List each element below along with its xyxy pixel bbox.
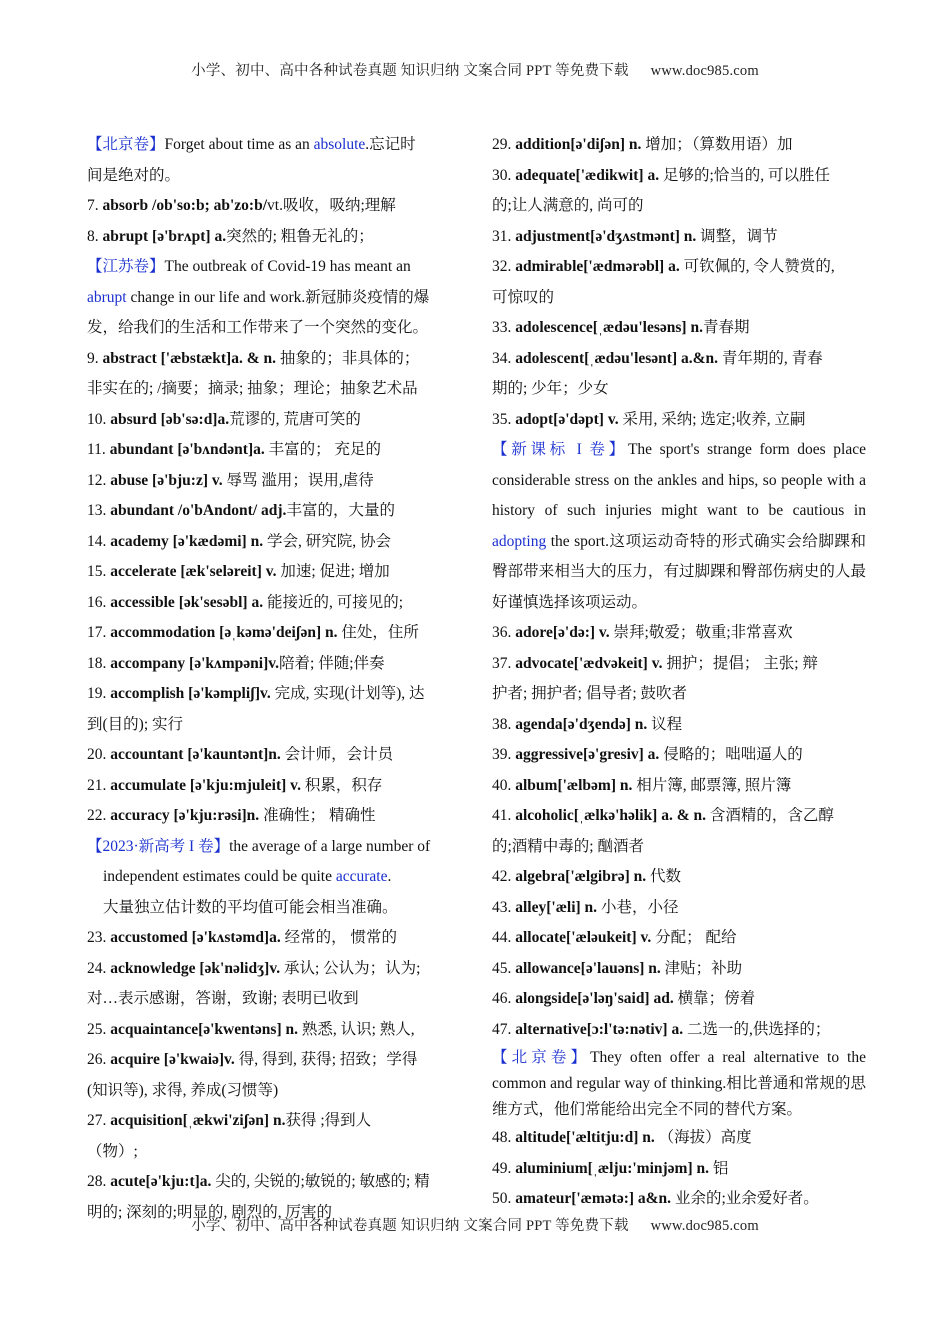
- entry-definition: 小巷，小径: [597, 898, 679, 916]
- entry-word: abundant [ə'bʌndənt]a.: [109, 441, 265, 458]
- entry-definition: 丰富的； 充足的: [264, 441, 381, 458]
- entry-definition: 会计师，会计员: [280, 746, 394, 763]
- entry-definition: 经常的， 惯常的: [280, 929, 397, 946]
- vocab-entry: [87, 1106, 461, 1167]
- vocab-entry: [87, 679, 461, 740]
- entry-definition-cont: （物）;: [87, 1142, 138, 1160]
- entry-definition: 熟悉, 认识; 熟人,: [297, 1020, 415, 1038]
- entry-number: 48.: [492, 1129, 516, 1146]
- entry-word: advocate['ædvəkeit] v.: [515, 654, 663, 672]
- header-text: 小学、初中、高中各种试卷真题 知识归纳 文案合同 PPT 等免费下载: [191, 63, 629, 79]
- entry-definition: 尖的, 尖锐的;敏锐的; 敏感的; 精: [211, 1173, 430, 1190]
- entry-definition: 铝: [709, 1159, 729, 1177]
- example-2023: [87, 832, 461, 924]
- source-tag: 【江苏卷】: [87, 258, 165, 275]
- entry-definition: 拥护；提倡； 主张; 辩: [662, 654, 818, 672]
- entry-word: adolescent[ˌædəu'lesənt] a.&n.: [515, 349, 719, 367]
- vocab-entry: [492, 923, 866, 954]
- entry-number: 38.: [492, 715, 516, 733]
- entry-word: algebra['ælgibrə] n.: [515, 868, 647, 885]
- highlight-word: accurate: [335, 868, 388, 885]
- entry-word: accountant [ə'kauntənt]n.: [110, 746, 281, 763]
- entry-word: absurd [əb'sə:d]a.: [110, 410, 230, 428]
- entry-number: 12.: [87, 471, 111, 489]
- entry-definition: 突然的; 粗鲁无礼的；: [226, 227, 374, 245]
- entry-definition-cont: 期的; 少年；少女: [492, 380, 609, 397]
- entry-definition: 采用, 采纳; 选定;收养, 立嗣: [618, 410, 806, 428]
- entry-definition: 分配； 配给: [651, 929, 737, 946]
- entry-word: accompany [ə'kʌmpəni]v.: [110, 654, 280, 672]
- vocab-entry: [87, 344, 461, 405]
- entry-number: 29.: [492, 136, 516, 153]
- vocab-entry: [87, 588, 461, 619]
- vocab-entry: [492, 130, 866, 161]
- entry-number: 33.: [492, 319, 516, 336]
- entry-word: accuracy [ə'kju:rəsi]n.: [110, 807, 260, 824]
- source-tag: 【北京卷】: [87, 136, 165, 153]
- entry-word: allowance[ə'lauəns] n.: [515, 959, 661, 977]
- example-text: The sport's strange form does place considerable stress on the ankles and hips, so people with a history of such injuries might want to be cautious in: [492, 441, 866, 519]
- entry-definition: 准确性； 精确性: [259, 807, 376, 824]
- highlight-word: absolute: [313, 136, 366, 153]
- entry-number: 10.: [87, 410, 111, 428]
- vocab-entry: [87, 771, 461, 802]
- vocab-entry: [492, 1154, 866, 1185]
- entry-number: 9.: [87, 349, 103, 367]
- vocab-entry: [492, 893, 866, 924]
- entry-definition: 承认; 公认为；认为;: [280, 959, 421, 977]
- entry-definition-cont: 护者; 拥护者; 倡导者; 鼓吹者: [492, 685, 688, 702]
- example-beijing-1: [87, 130, 461, 191]
- entry-word: album['ælbəm] n.: [515, 776, 633, 794]
- highlight-word: adopting: [492, 532, 547, 550]
- right-column: [492, 130, 866, 1215]
- entry-number: 21.: [87, 776, 111, 794]
- entry-definition: vt.吸收，吸纳;理解: [267, 197, 396, 214]
- entry-word: abstract ['æbstækt]a. & n.: [102, 349, 277, 367]
- vocab-entry: [492, 740, 866, 771]
- entry-definition: 积累，积存: [300, 776, 383, 794]
- entry-number: 23.: [87, 929, 111, 946]
- entry-word: alternative[ɔ:l'tə:nətiv] a.: [515, 1020, 684, 1038]
- example-text: the average of a large number of: [229, 837, 431, 855]
- vocab-entry: [87, 1045, 461, 1106]
- example-xinkebiao: [492, 435, 866, 618]
- vocab-entry: [492, 618, 866, 649]
- entry-number: 46.: [492, 990, 516, 1007]
- vocab-entry: [492, 954, 866, 985]
- entry-word: acute[ə'kju:t]a.: [110, 1173, 212, 1190]
- entry-definition: 抽象的；非具体的；: [276, 349, 420, 367]
- entry-definition: 二选一的,供选择的；: [683, 1020, 831, 1038]
- entry-definition-cont: 可惊叹的: [492, 288, 555, 306]
- entry-number: 8.: [87, 227, 103, 245]
- entry-word: addition[ə'diʃən] n.: [515, 136, 642, 153]
- example-text: The outbreak of Covid-19 has meant an: [164, 258, 411, 275]
- page-footer: [0, 1214, 950, 1235]
- vocab-entry: [492, 222, 866, 253]
- entry-number: 17.: [87, 624, 111, 641]
- entry-number: 49.: [492, 1159, 516, 1177]
- entry-word: acknowledge [ək'nəlidʒ]v.: [110, 959, 281, 977]
- vocab-entry: [492, 252, 866, 313]
- entry-definition: 荒谬的, 荒唐可笑的: [229, 410, 361, 428]
- example-translation: 大量独立估计数的平均值可能会相当准确。: [103, 898, 398, 916]
- vocab-entry: [87, 801, 461, 832]
- entry-number: 25.: [87, 1020, 111, 1038]
- example-text: Forget about time as an: [164, 136, 314, 153]
- vocab-entry: [492, 344, 866, 405]
- vocab-entry: [87, 496, 461, 527]
- entry-number: 37.: [492, 654, 516, 672]
- entry-word: abuse [ə'bju:z] v.: [110, 471, 223, 489]
- entry-word: acquaintance[ə'kwentəns] n.: [110, 1020, 298, 1038]
- footer-text: 小学、初中、高中各种试卷真题 知识归纳 文案合同 PPT 等免费下载: [191, 1218, 629, 1234]
- entry-word: accelerate [æk'seləreit] v.: [110, 563, 277, 580]
- entry-definition-cont: 明的; 深刻的;明显的, 剧烈的, 厉害的: [87, 1203, 332, 1221]
- entry-number: 19.: [87, 685, 111, 702]
- example-beijing-2: [492, 1045, 866, 1123]
- vocab-entry: [492, 771, 866, 802]
- entry-number: 42.: [492, 868, 516, 885]
- entry-number: 36.: [492, 624, 516, 641]
- vocab-entry: [492, 405, 866, 436]
- vocab-entry: [87, 466, 461, 497]
- vocab-entry: [492, 710, 866, 741]
- entry-number: 35.: [492, 410, 516, 428]
- source-tag: 【新课标 I 卷】: [492, 441, 628, 458]
- entry-definition: 丰富的，大量的: [286, 502, 395, 519]
- entry-word: acquire [ə'kwaiə]v.: [110, 1051, 235, 1068]
- entry-definition: 青春期: [702, 319, 750, 336]
- header-site: www.doc985.com: [650, 63, 759, 79]
- vocab-entry: [492, 1184, 866, 1215]
- entry-definition: 青年期的, 青春: [718, 349, 823, 367]
- entry-definition-cont: 的;酒精中毒的; 酗酒者: [492, 837, 644, 855]
- entry-word: abundant /o'bAndont/ adj.: [110, 502, 287, 519]
- entry-definition: 代数: [646, 868, 682, 885]
- vocab-entry: [87, 557, 461, 588]
- example-translation: 发，给我们的生活和工作带来了一个突然的变化。: [87, 319, 429, 336]
- vocab-entry: [87, 740, 461, 771]
- example-text: independent estimates could be quite: [103, 868, 336, 885]
- vocab-entry: [87, 1015, 461, 1046]
- entry-word: accessible [ək'sesəbl] a.: [110, 593, 264, 611]
- example-text: .: [387, 868, 392, 885]
- entry-definition: 横靠；傍着: [673, 990, 756, 1007]
- left-column: [87, 130, 461, 1228]
- example-text: They often offer a real alternative to the common and regular way of thinking.相比普通和常规的思维方式，他们常能给出完全不同的替代方案。: [492, 1049, 866, 1118]
- highlight-word: abrupt: [87, 288, 127, 306]
- entry-word: accommodation [əˌkəmə'deiʃən] n.: [110, 624, 338, 641]
- entry-definition: 可钦佩的, 令人赞赏的,: [679, 258, 835, 275]
- entry-word: abrupt [ə'brʌpt] a.: [102, 227, 227, 245]
- entry-word: amateur['æmətə:] a&n.: [515, 1190, 672, 1207]
- vocab-entry: [492, 801, 866, 862]
- entry-definition: 能接近的, 可接见的;: [263, 593, 404, 611]
- example-translation: 间是绝对的。: [87, 166, 181, 184]
- entry-definition: 津贴；补助: [660, 959, 743, 977]
- entry-definition: 业余的;业余爱好者。: [671, 1190, 819, 1207]
- entry-number: 41.: [492, 807, 516, 824]
- entry-word: absorb /ob'so:b; ab'zo:b/: [102, 197, 268, 214]
- entry-number: 45.: [492, 959, 516, 977]
- entry-number: 24.: [87, 959, 111, 977]
- entry-number: 43.: [492, 898, 516, 916]
- entry-number: 32.: [492, 258, 516, 275]
- vocab-entry: [87, 649, 461, 680]
- vocab-entry: [492, 1123, 866, 1154]
- entry-number: 7.: [87, 197, 103, 214]
- entry-definition: 学会, 研究院, 协会: [263, 532, 391, 550]
- vocab-entry: [492, 313, 866, 344]
- entry-number: 26.: [87, 1051, 111, 1068]
- vocab-entry: [87, 527, 461, 558]
- entry-number: 27.: [87, 1112, 111, 1129]
- entry-word: adore[ə'də:] v.: [515, 624, 610, 641]
- entry-definition: 含酒精的，含乙醇: [705, 807, 834, 824]
- entry-word: aluminium[ˌælju:'minjəm] n.: [515, 1159, 709, 1177]
- entry-definition: 住处，住所: [337, 624, 419, 641]
- entry-number: 30.: [492, 166, 516, 184]
- footer-site: www.doc985.com: [650, 1218, 759, 1234]
- entry-word: adequate['ædikwit] a.: [515, 166, 660, 184]
- vocab-entry: [87, 954, 461, 1015]
- example-text: .忘记时: [365, 136, 416, 153]
- entry-word: alongside[ə'ləŋ'said] ad.: [515, 990, 674, 1007]
- page-header: [0, 59, 950, 80]
- entry-word: alcoholic[ˌælkə'həlik] a. & n.: [515, 807, 706, 824]
- entry-number: 44.: [492, 929, 516, 946]
- vocab-entry: [492, 862, 866, 893]
- example-text: the sport.这项运动奇特的形式确实会给脚踝和臀部带来相当大的压力，有过脚踝和臀部伤病史的人最好谨慎选择该项运动。: [492, 532, 866, 611]
- entry-definition: 得, 得到, 获得; 招致；学得: [234, 1051, 418, 1068]
- entry-number: 47.: [492, 1020, 516, 1038]
- entry-definition: 侵略的；咄咄逼人的: [659, 746, 803, 763]
- vocab-entry: [87, 618, 461, 649]
- entry-word: acquisition[ˌækwi'ziʃən] n.: [110, 1112, 286, 1129]
- entry-word: adjustment[ə'dʒʌstmənt] n.: [515, 227, 697, 245]
- entry-definition: 增加；（算数用语）加: [641, 136, 793, 153]
- entry-number: 11.: [87, 441, 110, 458]
- entry-definition-cont: 对…表示感谢，答谢，致谢; 表明已收到: [87, 990, 359, 1007]
- vocab-entry: [492, 161, 866, 222]
- vocab-entry: [492, 1015, 866, 1046]
- vocab-entry: [87, 222, 461, 253]
- vocab-entry: [87, 405, 461, 436]
- entry-word: admirable['ædmərəbl] a.: [515, 258, 680, 275]
- entry-word: adolescence[ˌædəu'lesəns] n.: [515, 319, 703, 336]
- example-text: change in our life and work.新冠肺炎疫情的爆: [126, 288, 430, 306]
- entry-number: 22.: [87, 807, 111, 824]
- entry-number: 50.: [492, 1190, 516, 1207]
- entry-definition: 陪着; 伴随;伴奏: [279, 654, 385, 672]
- entry-number: 40.: [492, 776, 516, 794]
- entry-word: aggressive[ə'gresiv] a.: [515, 746, 660, 763]
- example-jiangsu: [87, 252, 461, 344]
- entry-definition-cont: 到(目的); 实行: [87, 715, 184, 733]
- source-tag: 【2023·新高考 I 卷】: [87, 837, 230, 855]
- entry-definition: 辱骂 滥用；误用,虐待: [222, 471, 374, 489]
- entry-number: 16.: [87, 593, 111, 611]
- entry-definition: 崇拜;敬爱；敬重;非常喜欢: [609, 624, 793, 641]
- source-tag: 【北京卷】: [492, 1049, 591, 1066]
- entry-word: adopt[ə'dəpt] v.: [515, 410, 619, 428]
- entry-definition: 加速; 促进; 增加: [276, 563, 390, 580]
- entry-word: accustomed [ə'kʌstəmd]a.: [110, 929, 281, 946]
- entry-word: allocate['æləukeit] v.: [515, 929, 652, 946]
- entry-definition-cont: (知识等), 求得, 养成(习惯等): [87, 1081, 279, 1099]
- entry-number: 31.: [492, 227, 516, 245]
- entry-definition-cont: 非实在的; /摘要；摘录; 抽象；理论；抽象艺术品: [87, 380, 418, 397]
- entry-definition-cont: 的;让人满意的, 尚可的: [492, 197, 644, 214]
- entry-number: 20.: [87, 746, 111, 763]
- entry-number: 18.: [87, 654, 111, 672]
- entry-definition: 议程: [647, 715, 683, 733]
- entry-number: 28.: [87, 1173, 111, 1190]
- entry-word: alley['æli] n.: [515, 898, 598, 916]
- entry-definition: 相片簿, 邮票簿, 照片簿: [632, 776, 792, 794]
- entry-number: 15.: [87, 563, 111, 580]
- entry-definition: 完成, 实现(计划等), 达: [270, 685, 425, 702]
- entry-definition: 调整，调节: [696, 227, 778, 245]
- entry-number: 13.: [87, 502, 111, 519]
- vocab-entry: [492, 984, 866, 1015]
- entry-number: 39.: [492, 746, 516, 763]
- entry-number: 14.: [87, 532, 111, 550]
- vocab-entry: [492, 649, 866, 710]
- entry-word: accomplish [ə'kəmpliʃ]v.: [110, 685, 271, 702]
- entry-word: agenda[ə'dʒendə] n.: [515, 715, 648, 733]
- vocab-entry: [87, 923, 461, 954]
- entry-definition: 获得 ;得到人: [285, 1112, 372, 1129]
- entry-definition: （海拔）高度: [654, 1129, 752, 1146]
- entry-definition: 足够的;恰当的, 可以胜任: [659, 166, 831, 184]
- entry-number: 34.: [492, 349, 516, 367]
- entry-word: accumulate [ə'kju:mjuleit] v.: [110, 776, 301, 794]
- vocab-entry: [87, 191, 461, 222]
- entry-word: altitude['æltitju:d] n.: [515, 1129, 655, 1146]
- vocab-entry: [87, 435, 461, 466]
- entry-word: academy [ə'kædəmi] n.: [110, 532, 264, 550]
